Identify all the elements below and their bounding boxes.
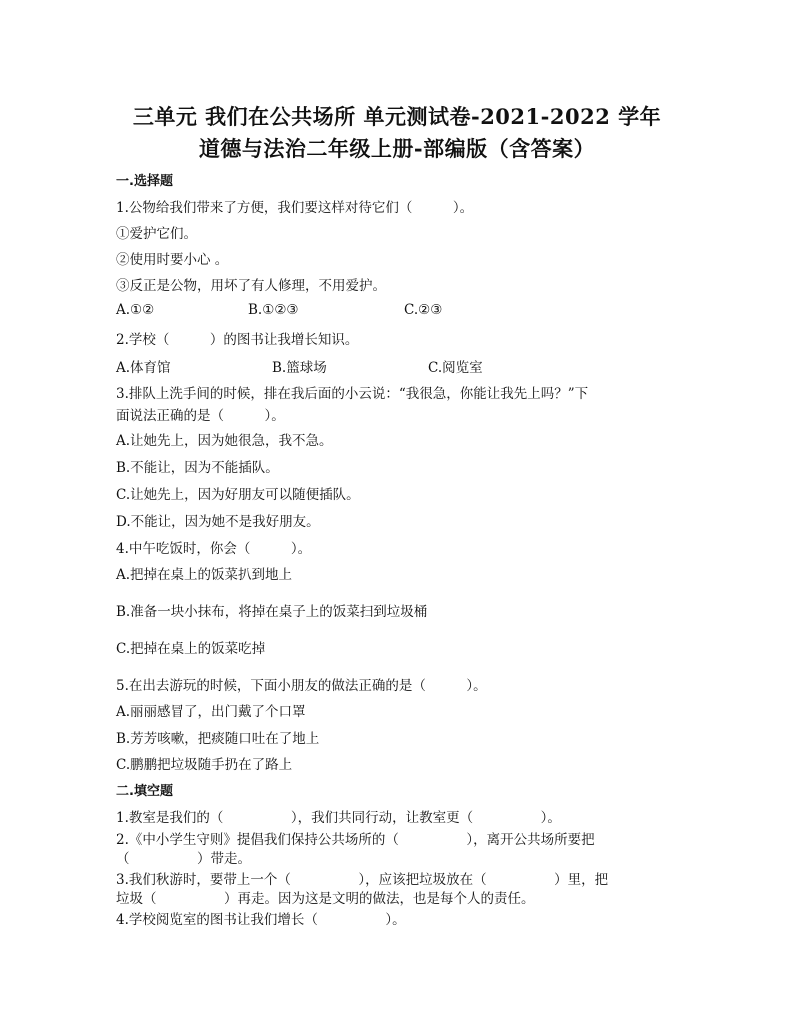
fill-question-4: 4.学校阅览室的图书让我们增长（ ）。 [116,912,406,928]
fill-question-2-line-2: （ ）带走。 [116,851,251,867]
question-1-item-2: ②使用时要小心 。 [116,252,229,268]
fill-question-1: 1.教室是我们的（ ），我们共同行动，让教室更（ ）。 [116,810,561,826]
question-2-stem: 2.学校（ ）的图书让我增长知识。 [116,332,359,348]
fill-question-3-line-1: 3.我们秋游时，要带上一个（ ），应该把垃圾放在（ ）里，把 [116,872,609,888]
title-line-1: 三单元 我们在公共场所 单元测试卷-2021-2022 学年 [132,104,662,129]
question-5-option-a: A.丽丽感冒了，出门戴了个口罩 [116,704,306,720]
question-1-option-b: B.①②③ [248,302,299,318]
question-5-stem: 5.在出去游玩的时候，下面小朋友的做法正确的是（ ）。 [116,678,487,694]
question-1-item-1: ①爱护它们。 [116,226,197,242]
question-1-option-a: A.①② [116,302,155,318]
question-5-option-c: C.鹏鹏把垃圾随手扔在了路上 [116,757,293,773]
question-3-stem-line-1: 3.排队上洗手间的时候，排在我后面的小云说：“我很急，你能让我先上吗？”下 [116,386,589,402]
section-heading-choice: 一.选择题 [116,174,173,189]
fill-question-3-line-2: 垃圾（ ）再走。因为这是文明的做法，也是每个人的责任。 [116,891,535,907]
question-2-option-b: B.篮球场 [272,360,327,376]
question-2-option-a: A.体育馆 [116,360,171,376]
question-1-stem: 1.公物给我们带来了方便，我们要这样对待它们（ ）。 [116,200,474,216]
question-4-option-c: C.把掉在桌上的饭菜吃掉 [116,641,266,657]
title-line-2: 道德与法治二年级上册-部编版（含答案） [198,136,596,161]
question-3-option-d: D.不能让，因为她不是我好朋友。 [116,514,320,530]
question-4-stem: 4.中午吃饭时，你会（ ）。 [116,541,312,557]
question-4-option-a: A.把掉在桌上的饭菜扒到地上 [116,567,293,583]
question-1-item-3: ③反正是公物，用坏了有人修理，不用爱护。 [116,278,386,294]
section-heading-fill: 二.填空题 [116,784,173,799]
question-3-option-b: B.不能让，因为不能插队。 [116,460,279,476]
question-4-option-b: B.准备一块小抹布，将掉在桌子上的饭菜扫到垃圾桶 [116,604,428,620]
fill-question-2-line-1: 2.《中小学生守则》提倡我们保持公共场所的（ ），离开公共场所要把 [116,832,595,848]
question-3-option-c: C.让她先上，因为好朋友可以随便插队。 [116,487,360,503]
question-1-option-c: C.②③ [404,302,443,318]
question-3-option-a: A.让她先上，因为她很急，我不急。 [116,433,333,449]
question-3-stem-line-2: 面说法正确的是（ ）。 [116,408,285,424]
question-2-option-c: C.阅览室 [428,360,483,376]
question-5-option-b: B.芳芳咳嗽，把痰随口吐在了地上 [116,731,320,747]
